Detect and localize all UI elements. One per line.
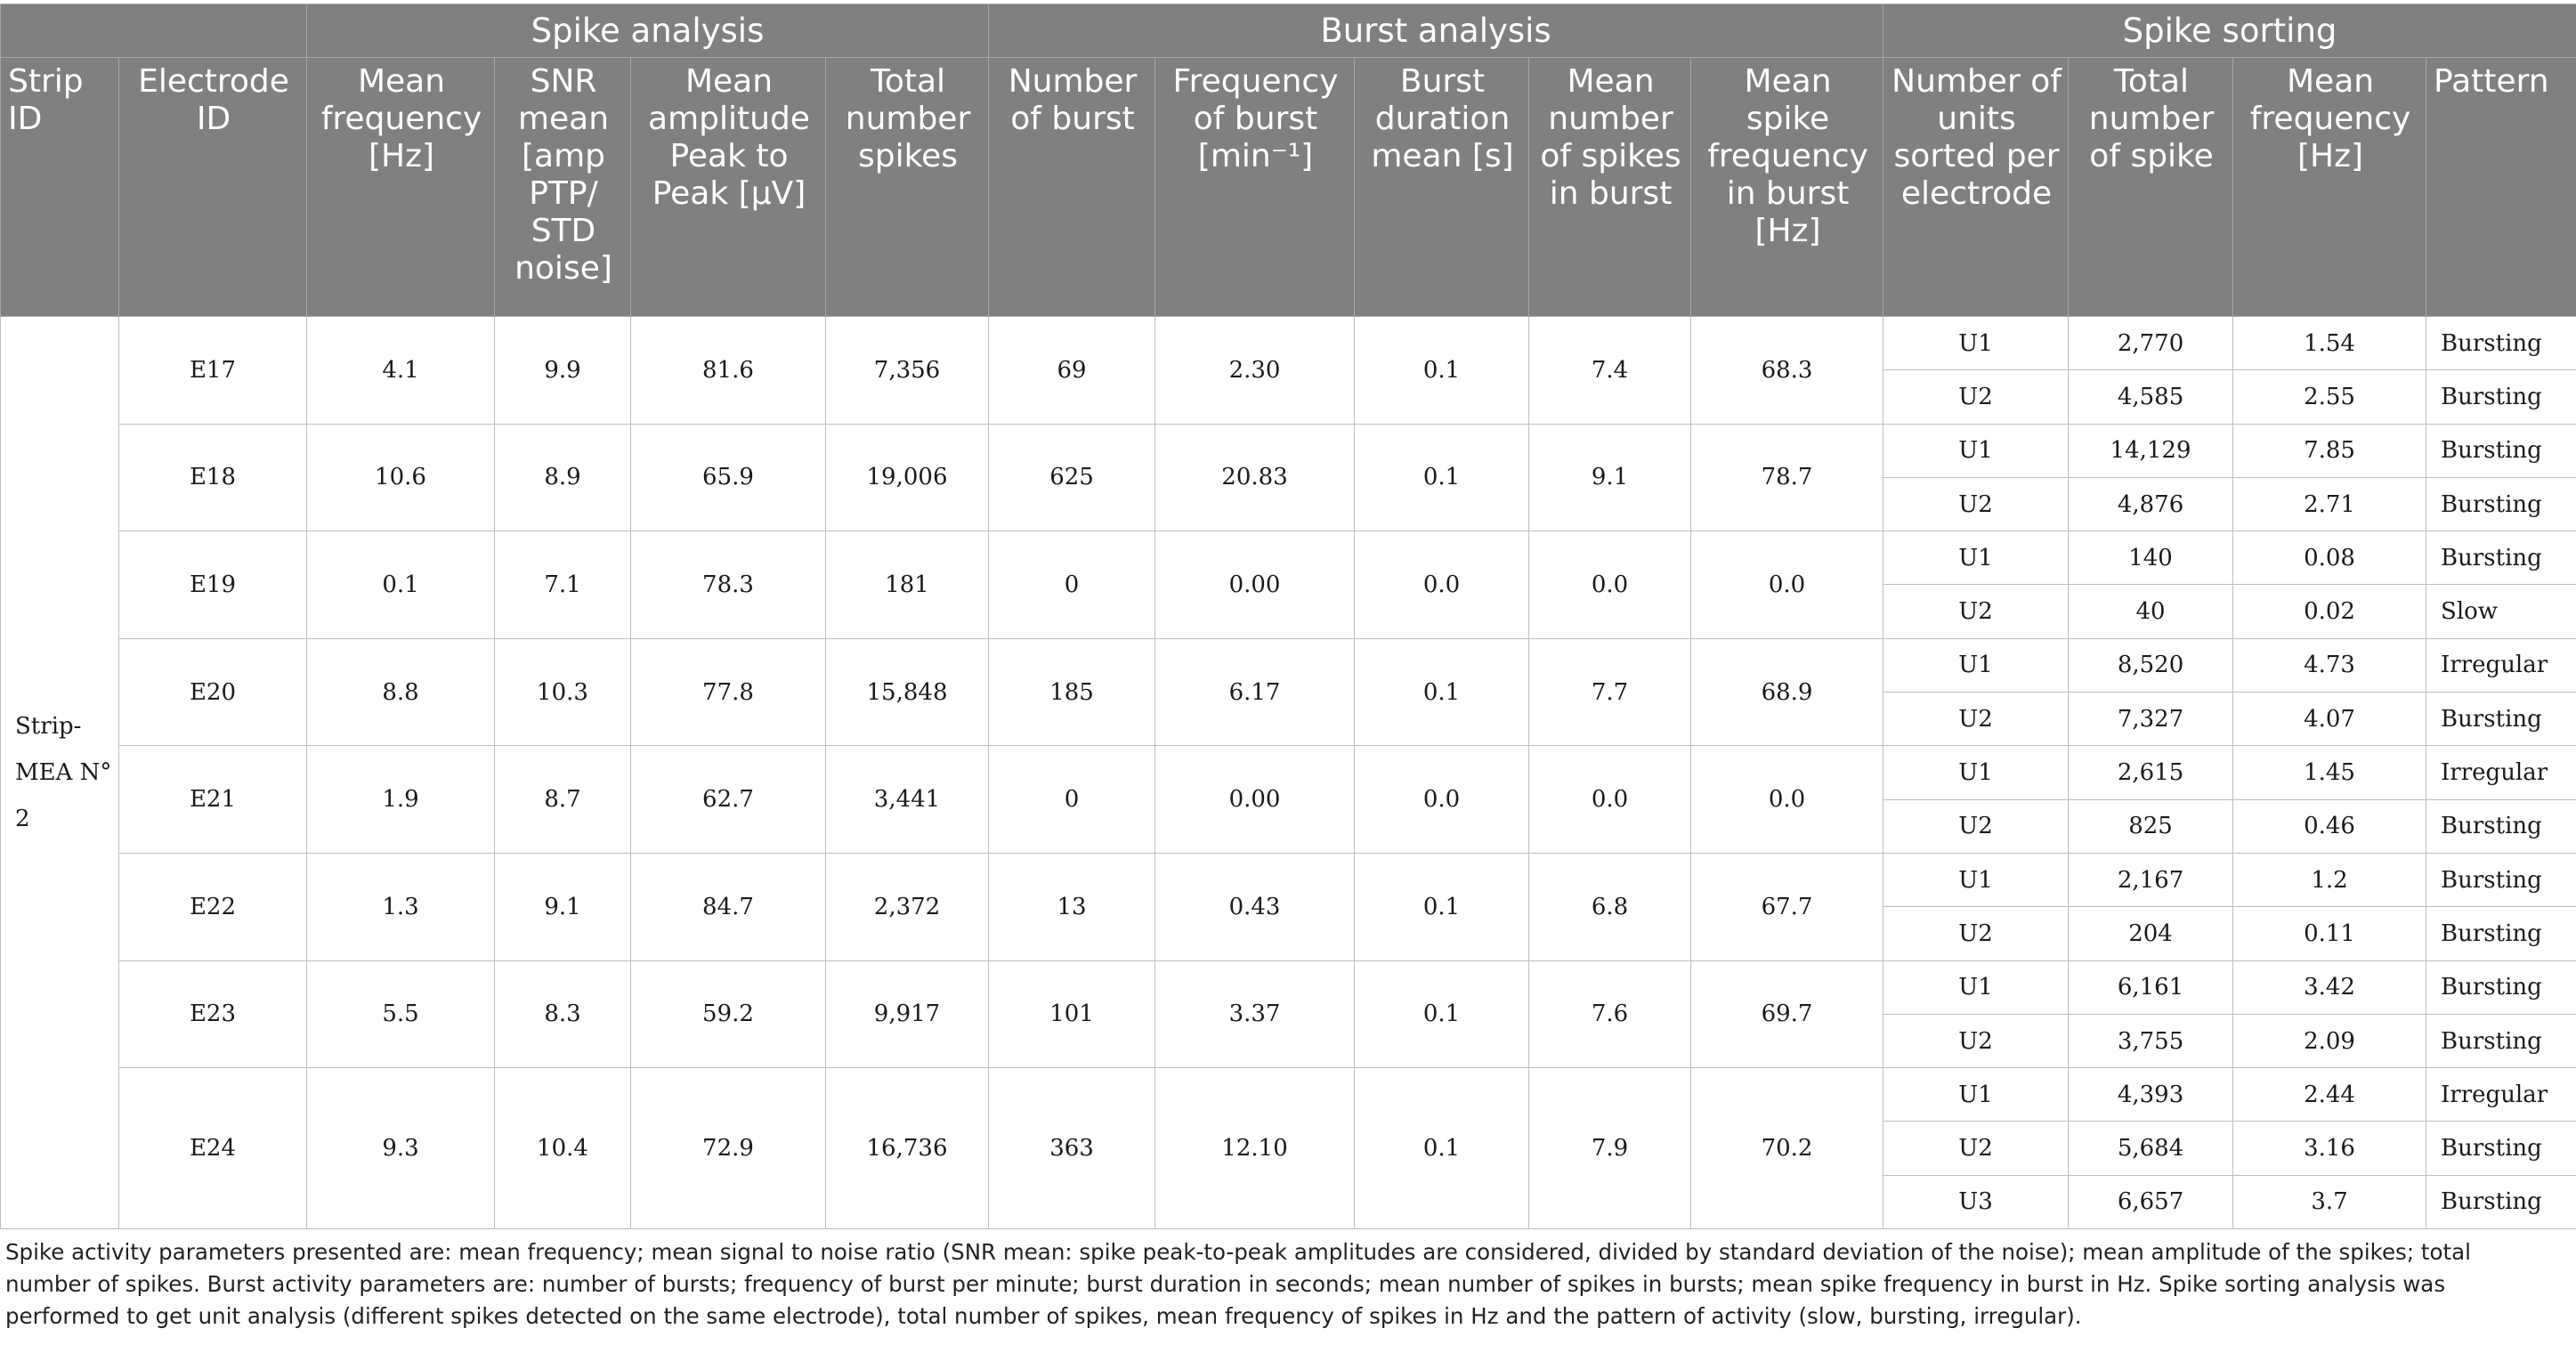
table-row — [1, 1068, 2576, 1122]
pattern-cell: Bursting — [2426, 424, 2576, 477]
burst-duration-cell: 0.1 — [1355, 638, 1529, 746]
total-spikes-cell: 16,736 — [826, 1068, 989, 1229]
pattern-cell: Bursting — [2426, 477, 2576, 531]
frequency-of-burst-cell: 2.30 — [1155, 317, 1355, 425]
total-spikes-cell: 181 — [826, 531, 989, 639]
mean-amplitude-cell: 77.8 — [631, 638, 826, 746]
unit-mean-frequency-cell: 0.02 — [2233, 585, 2426, 638]
col-strip-id: Strip ID — [1, 58, 119, 317]
unit-id-cell: U1 — [1883, 960, 2069, 1014]
unit-id-cell: U1 — [1883, 638, 2069, 692]
unit-mean-frequency-cell: 2.44 — [2233, 1068, 2426, 1122]
mean-frequency-cell: 10.6 — [307, 424, 495, 531]
number-of-burst-cell: 69 — [989, 317, 1155, 425]
frequency-of-burst-cell: 20.83 — [1155, 424, 1355, 531]
frequency-of-burst-cell: 0.00 — [1155, 746, 1355, 854]
group-header-burst-analysis: Burst analysis — [989, 4, 1883, 58]
pattern-cell: Bursting — [2426, 693, 2576, 746]
pattern-cell: Bursting — [2426, 960, 2576, 1014]
electrode-id-cell: E18 — [119, 424, 307, 531]
number-of-burst-cell: 363 — [989, 1068, 1155, 1229]
unit-mean-frequency-cell: 2.55 — [2233, 370, 2426, 424]
electrode-id-cell: E23 — [119, 960, 307, 1068]
spike-activity-table — [0, 4, 2576, 1229]
pattern-cell: Slow — [2426, 585, 2576, 638]
mean-spikes-in-burst-cell: 9.1 — [1529, 424, 1691, 531]
unit-total-spike-cell: 825 — [2069, 799, 2233, 853]
total-spikes-cell: 19,006 — [826, 424, 989, 531]
mean-amplitude-cell: 65.9 — [631, 424, 826, 531]
mean-spike-freq-burst-cell: 70.2 — [1691, 1068, 1883, 1229]
electrode-id-cell: E20 — [119, 638, 307, 746]
number-of-burst-cell: 13 — [989, 853, 1155, 960]
number-of-burst-cell: 0 — [989, 746, 1155, 854]
unit-id-cell: U2 — [1883, 370, 2069, 424]
mean-frequency-cell: 1.3 — [307, 853, 495, 960]
mean-spike-freq-burst-cell: 0.0 — [1691, 746, 1883, 854]
unit-id-cell: U2 — [1883, 1014, 2069, 1067]
mean-amplitude-cell: 62.7 — [631, 746, 826, 854]
unit-total-spike-cell: 204 — [2069, 907, 2233, 960]
unit-mean-frequency-cell: 1.54 — [2233, 317, 2426, 370]
unit-mean-frequency-cell: 1.45 — [2233, 746, 2426, 799]
total-spikes-cell: 9,917 — [826, 960, 989, 1068]
burst-duration-cell: 0.1 — [1355, 960, 1529, 1068]
electrode-id-cell: E17 — [119, 317, 307, 425]
mean-spike-freq-burst-cell: 69.7 — [1691, 960, 1883, 1068]
col-unit-total-spike: Total number of spike — [2069, 58, 2233, 317]
unit-total-spike-cell: 6,657 — [2069, 1175, 2233, 1228]
table-row — [1, 424, 2576, 477]
unit-total-spike-cell: 2,770 — [2069, 317, 2233, 370]
col-units-sorted: Number of units sorted per electrode — [1883, 58, 2069, 317]
unit-mean-frequency-cell: 3.16 — [2233, 1122, 2426, 1175]
mean-spikes-in-burst-cell: 7.9 — [1529, 1068, 1691, 1229]
table-body — [1, 317, 2576, 1229]
unit-id-cell: U1 — [1883, 531, 2069, 585]
pattern-cell: Bursting — [2426, 1014, 2576, 1067]
pattern-cell: Irregular — [2426, 1068, 2576, 1122]
unit-mean-frequency-cell: 4.07 — [2233, 693, 2426, 746]
unit-id-cell: U2 — [1883, 1122, 2069, 1175]
pattern-cell: Irregular — [2426, 746, 2576, 799]
unit-total-spike-cell: 3,755 — [2069, 1014, 2233, 1067]
table-row — [1, 960, 2576, 1014]
unit-id-cell: U2 — [1883, 799, 2069, 853]
mean-spike-freq-burst-cell: 68.9 — [1691, 638, 1883, 746]
mean-frequency-cell: 1.9 — [307, 746, 495, 854]
electrode-id-cell: E19 — [119, 531, 307, 639]
snr-mean-cell: 9.1 — [495, 853, 631, 960]
group-header-empty — [1, 4, 307, 58]
pattern-cell: Irregular — [2426, 638, 2576, 692]
unit-mean-frequency-cell: 3.42 — [2233, 960, 2426, 1014]
electrode-id-cell: E22 — [119, 853, 307, 960]
number-of-burst-cell: 185 — [989, 638, 1155, 746]
total-spikes-cell: 2,372 — [826, 853, 989, 960]
pattern-cell: Bursting — [2426, 853, 2576, 906]
table-row — [1, 638, 2576, 692]
table-footnote: Spike activity parameters presented are: mean frequency; mean signal to noise ratio (SNR mean: spike peak-to-peak amplitudes are considered, divided by standard deviation of the noise); mean amplitude of the spikes; total number of spikes. Burst activity parameters are: number of bursts; frequency of burst per minute; burst duration in seconds; mean number of spikes in bursts; mean spike frequency in burst in Hz. Spike sorting analysis was performed to get unit analysis (different spikes detected on the same electrode), total number of spikes, mean frequency of spikes in Hz and the pattern of activity (slow, bursting, irregular). — [5, 1239, 2471, 1330]
mean-spikes-in-burst-cell: 7.4 — [1529, 317, 1691, 425]
unit-total-spike-cell: 7,327 — [2069, 693, 2233, 746]
unit-id-cell: U1 — [1883, 317, 2069, 370]
table-row — [1, 746, 2576, 799]
mean-amplitude-cell: 84.7 — [631, 853, 826, 960]
col-total-spikes: Total number spikes — [826, 58, 989, 317]
pattern-cell: Bursting — [2426, 531, 2576, 585]
mean-spikes-in-burst-cell: 0.0 — [1529, 531, 1691, 639]
frequency-of-burst-cell: 0.43 — [1155, 853, 1355, 960]
col-burst-duration: Burst duration mean [s] — [1355, 58, 1529, 317]
unit-id-cell: U2 — [1883, 693, 2069, 746]
mean-spike-freq-burst-cell: 0.0 — [1691, 531, 1883, 639]
unit-mean-frequency-cell: 0.08 — [2233, 531, 2426, 585]
unit-id-cell: U1 — [1883, 1068, 2069, 1122]
unit-total-spike-cell: 5,684 — [2069, 1122, 2233, 1175]
table-row — [1, 317, 2576, 370]
col-pattern: Pattern — [2426, 58, 2576, 317]
mean-frequency-cell: 4.1 — [307, 317, 495, 425]
mean-spike-freq-burst-cell: 67.7 — [1691, 853, 1883, 960]
unit-id-cell: U2 — [1883, 477, 2069, 531]
pattern-cell: Bursting — [2426, 907, 2576, 960]
number-of-burst-cell: 625 — [989, 424, 1155, 531]
unit-id-cell: U2 — [1883, 585, 2069, 638]
mean-spikes-in-burst-cell: 0.0 — [1529, 746, 1691, 854]
unit-id-cell: U3 — [1883, 1175, 2069, 1228]
mean-spikes-in-burst-cell: 7.6 — [1529, 960, 1691, 1068]
group-header-spike-sorting: Spike sorting — [1883, 4, 2576, 58]
electrode-id-cell: E24 — [119, 1068, 307, 1229]
unit-total-spike-cell: 140 — [2069, 531, 2233, 585]
table-row — [1, 853, 2576, 906]
mean-amplitude-cell: 59.2 — [631, 960, 826, 1068]
col-mean-amplitude: Mean amplitude Peak to Peak [µV] — [631, 58, 826, 317]
unit-mean-frequency-cell: 2.09 — [2233, 1014, 2426, 1067]
unit-id-cell: U2 — [1883, 907, 2069, 960]
burst-duration-cell: 0.1 — [1355, 317, 1529, 425]
total-spikes-cell: 7,356 — [826, 317, 989, 425]
unit-total-spike-cell: 4,393 — [2069, 1068, 2233, 1122]
unit-mean-frequency-cell: 3.7 — [2233, 1175, 2426, 1228]
snr-mean-cell: 7.1 — [495, 531, 631, 639]
burst-duration-cell: 0.1 — [1355, 424, 1529, 531]
mean-frequency-cell: 8.8 — [307, 638, 495, 746]
unit-total-spike-cell: 2,167 — [2069, 853, 2233, 906]
mean-spikes-in-burst-cell: 6.8 — [1529, 853, 1691, 960]
unit-mean-frequency-cell: 0.11 — [2233, 907, 2426, 960]
mean-spike-freq-burst-cell: 78.7 — [1691, 424, 1883, 531]
col-snr-mean: SNR mean [amp PTP/ STD noise] — [495, 58, 631, 317]
strip-id-cell: Strip-MEA N° 2 — [1, 317, 119, 1229]
frequency-of-burst-cell: 12.10 — [1155, 1068, 1355, 1229]
unit-mean-frequency-cell: 4.73 — [2233, 638, 2426, 692]
snr-mean-cell: 10.4 — [495, 1068, 631, 1229]
burst-duration-cell: 0.0 — [1355, 746, 1529, 854]
frequency-of-burst-cell: 6.17 — [1155, 638, 1355, 746]
pattern-cell: Bursting — [2426, 799, 2576, 853]
unit-total-spike-cell: 4,876 — [2069, 477, 2233, 531]
snr-mean-cell: 10.3 — [495, 638, 631, 746]
mean-frequency-cell: 5.5 — [307, 960, 495, 1068]
col-mean-spike-freq-burst: Mean spike frequency in burst [Hz] — [1691, 58, 1883, 317]
burst-duration-cell: 0.1 — [1355, 853, 1529, 960]
unit-total-spike-cell: 6,161 — [2069, 960, 2233, 1014]
frequency-of-burst-cell: 0.00 — [1155, 531, 1355, 639]
mean-amplitude-cell: 72.9 — [631, 1068, 826, 1229]
col-frequency-of-burst: Frequency of burst [min⁻¹] — [1155, 58, 1355, 317]
electrode-id-cell: E21 — [119, 746, 307, 854]
unit-total-spike-cell: 4,585 — [2069, 370, 2233, 424]
col-mean-frequency: Mean frequency [Hz] — [307, 58, 495, 317]
burst-duration-cell: 0.0 — [1355, 531, 1529, 639]
mean-frequency-cell: 0.1 — [307, 531, 495, 639]
group-header-row — [1, 4, 2576, 58]
col-mean-spikes-in-burst: Mean number of spikes in burst — [1529, 58, 1691, 317]
unit-mean-frequency-cell: 7.85 — [2233, 424, 2426, 477]
unit-total-spike-cell: 14,129 — [2069, 424, 2233, 477]
mean-spikes-in-burst-cell: 7.7 — [1529, 638, 1691, 746]
snr-mean-cell: 8.9 — [495, 424, 631, 531]
mean-amplitude-cell: 81.6 — [631, 317, 826, 425]
unit-total-spike-cell: 40 — [2069, 585, 2233, 638]
total-spikes-cell: 15,848 — [826, 638, 989, 746]
mean-frequency-cell: 9.3 — [307, 1068, 495, 1229]
snr-mean-cell: 9.9 — [495, 317, 631, 425]
pattern-cell: Bursting — [2426, 370, 2576, 424]
unit-id-cell: U1 — [1883, 746, 2069, 799]
col-electrode-id: Electrode ID — [119, 58, 307, 317]
column-header-row — [1, 58, 2576, 317]
frequency-of-burst-cell: 3.37 — [1155, 960, 1355, 1068]
unit-id-cell: U1 — [1883, 853, 2069, 906]
group-header-spike-analysis: Spike analysis — [307, 4, 989, 58]
col-unit-mean-frequency: Mean frequency [Hz] — [2233, 58, 2426, 317]
unit-id-cell: U1 — [1883, 424, 2069, 477]
unit-total-spike-cell: 2,615 — [2069, 746, 2233, 799]
unit-mean-frequency-cell: 0.46 — [2233, 799, 2426, 853]
unit-mean-frequency-cell: 1.2 — [2233, 853, 2426, 906]
snr-mean-cell: 8.3 — [495, 960, 631, 1068]
mean-spike-freq-burst-cell: 68.3 — [1691, 317, 1883, 425]
unit-mean-frequency-cell: 2.71 — [2233, 477, 2426, 531]
total-spikes-cell: 3,441 — [826, 746, 989, 854]
mean-amplitude-cell: 78.3 — [631, 531, 826, 639]
table-row — [1, 531, 2576, 585]
burst-duration-cell: 0.1 — [1355, 1068, 1529, 1229]
col-number-of-burst: Number of burst — [989, 58, 1155, 317]
pattern-cell: Bursting — [2426, 317, 2576, 370]
number-of-burst-cell: 0 — [989, 531, 1155, 639]
pattern-cell: Bursting — [2426, 1175, 2576, 1228]
pattern-cell: Bursting — [2426, 1122, 2576, 1175]
snr-mean-cell: 8.7 — [495, 746, 631, 854]
number-of-burst-cell: 101 — [989, 960, 1155, 1068]
table-container — [0, 4, 2576, 1333]
unit-total-spike-cell: 8,520 — [2069, 638, 2233, 692]
